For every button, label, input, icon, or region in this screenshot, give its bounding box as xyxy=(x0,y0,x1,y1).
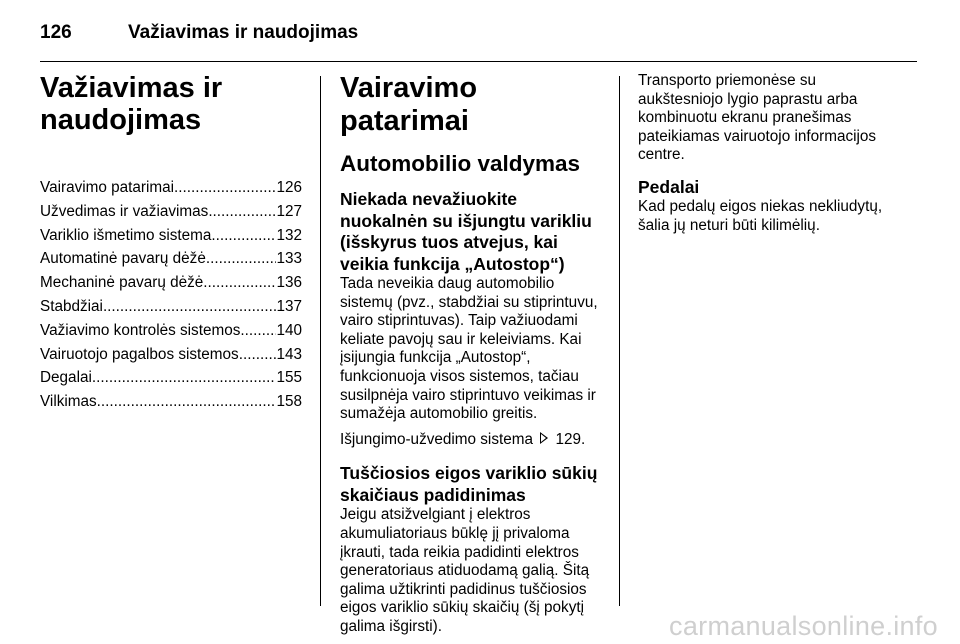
toc-label: Degalai xyxy=(40,369,92,387)
header-rule xyxy=(40,61,917,62)
topic-heading-engine-off: Niekada nevažiuokite nuokalnėn su išjungtu varikliu (išskyrus tuos atvejus, kai veikia funkcija „Autostop“) xyxy=(340,189,592,274)
topic-heading-idle-speed: Tuščiosios eigos variklio sūkių skaičiaus padidinimas xyxy=(340,463,598,505)
toc-page: 158 xyxy=(276,393,302,411)
toc-item[interactable] xyxy=(40,390,302,414)
chapter-title: Važiavimas ir naudojimas xyxy=(40,72,223,136)
toc-item[interactable] xyxy=(40,271,302,295)
toc-item[interactable] xyxy=(40,366,302,390)
toc-label: Automatinė pavarų dėžė xyxy=(40,250,206,268)
paragraph-idle-speed: Jeigu atsižvelgiant į elektros akumuliatoriaus būklę jį privaloma įkrauti, tada reikia padidinti elektros generatoriaus atiduodamą galią. Šitą galima užtikrinti padidinus tuščiosios eigos variklio sūkių skaičių (šį pokytį galima išgirsti). xyxy=(340,506,590,635)
topic-heading-pedals: Pedalai xyxy=(638,176,700,197)
toc-label: Mechaninė pavarų dėžė xyxy=(40,274,204,292)
toc-leader xyxy=(239,343,277,367)
toc-item[interactable] xyxy=(40,247,302,271)
toc-leader xyxy=(92,366,277,390)
column-divider-2 xyxy=(619,76,620,606)
toc-label: Vilkimas xyxy=(40,393,97,411)
toc-leader xyxy=(206,247,277,271)
content-column-right xyxy=(638,72,900,248)
toc-item[interactable] xyxy=(40,319,302,343)
toc-page: 143 xyxy=(276,345,302,363)
chapter-column xyxy=(40,72,302,414)
content-column-middle xyxy=(340,72,604,644)
paragraph-pedals: Kad pedalų eigos niekas nekliudytų, šalia jų neturi būti kilimėlių. xyxy=(638,198,883,235)
section-title: Važiavimas ir naudojimas xyxy=(128,22,359,43)
subsection-heading: Automobilio valdymas xyxy=(340,151,581,176)
paragraph-display: Transporto priemonėse su aukštesniojo lygio paprastu arba kombinuotu ekranu pranešimas pateikiamas vairuotojo informacijos centre. xyxy=(638,72,877,164)
toc-label: Stabdžiai xyxy=(40,297,103,315)
arrow-icon xyxy=(540,432,548,444)
section-heading: Vairavimo patarimai xyxy=(340,72,478,137)
toc-label: Vairuotojo pagalbos sistemos xyxy=(40,345,239,363)
toc-page: 133 xyxy=(276,250,302,268)
toc-leader xyxy=(103,295,277,319)
toc-item[interactable] xyxy=(40,295,302,319)
cross-reference[interactable] xyxy=(340,431,604,450)
toc-leader xyxy=(203,271,276,295)
toc-page: 127 xyxy=(276,202,302,220)
toc-item[interactable] xyxy=(40,224,302,248)
toc-leader xyxy=(208,200,276,224)
toc-page: 140 xyxy=(276,321,302,339)
reference-page: 129. xyxy=(555,430,586,448)
toc-item[interactable] xyxy=(40,200,302,224)
toc-page: 136 xyxy=(276,274,302,292)
toc-label: Važiavimo kontrolės sistemos xyxy=(40,321,241,339)
table-of-contents xyxy=(40,176,302,414)
toc-label: Užvedimas ir važiavimas xyxy=(40,202,209,220)
toc-item[interactable] xyxy=(40,343,302,367)
toc-page: 155 xyxy=(276,369,302,387)
toc-leader xyxy=(240,319,276,343)
toc-leader xyxy=(174,176,276,200)
toc-page: 126 xyxy=(276,179,302,196)
toc-item[interactable] xyxy=(40,176,302,200)
toc-leader xyxy=(97,390,277,414)
page-number: 126 xyxy=(40,22,72,43)
column-divider-1 xyxy=(320,76,321,606)
toc-page: 137 xyxy=(276,297,302,315)
page-header xyxy=(40,22,358,44)
reference-text: Išjungimo-užvedimo sistema xyxy=(340,430,533,448)
watermark: carmanualsonline.info xyxy=(669,611,938,641)
toc-page: 132 xyxy=(276,226,302,244)
toc-leader xyxy=(211,224,276,248)
paragraph-engine-off: Tada neveikia daug automobilio sistemų (pvz., stabdžiai su stiprintuvu, vairo stiprintuvas). Taip važiuodami keliate pavojų sau ir keleiviams. Kai įsijungia funkcija „Autostop“, funkcionuoja visos sistemos, tačiau susilpnėja vairo stiprintuvo veikimas ir sumažėja automobilio greitis. xyxy=(340,275,598,423)
toc-label: Variklio išmetimo sistema xyxy=(40,226,212,244)
toc-label: Vairavimo patarimai xyxy=(40,179,175,196)
